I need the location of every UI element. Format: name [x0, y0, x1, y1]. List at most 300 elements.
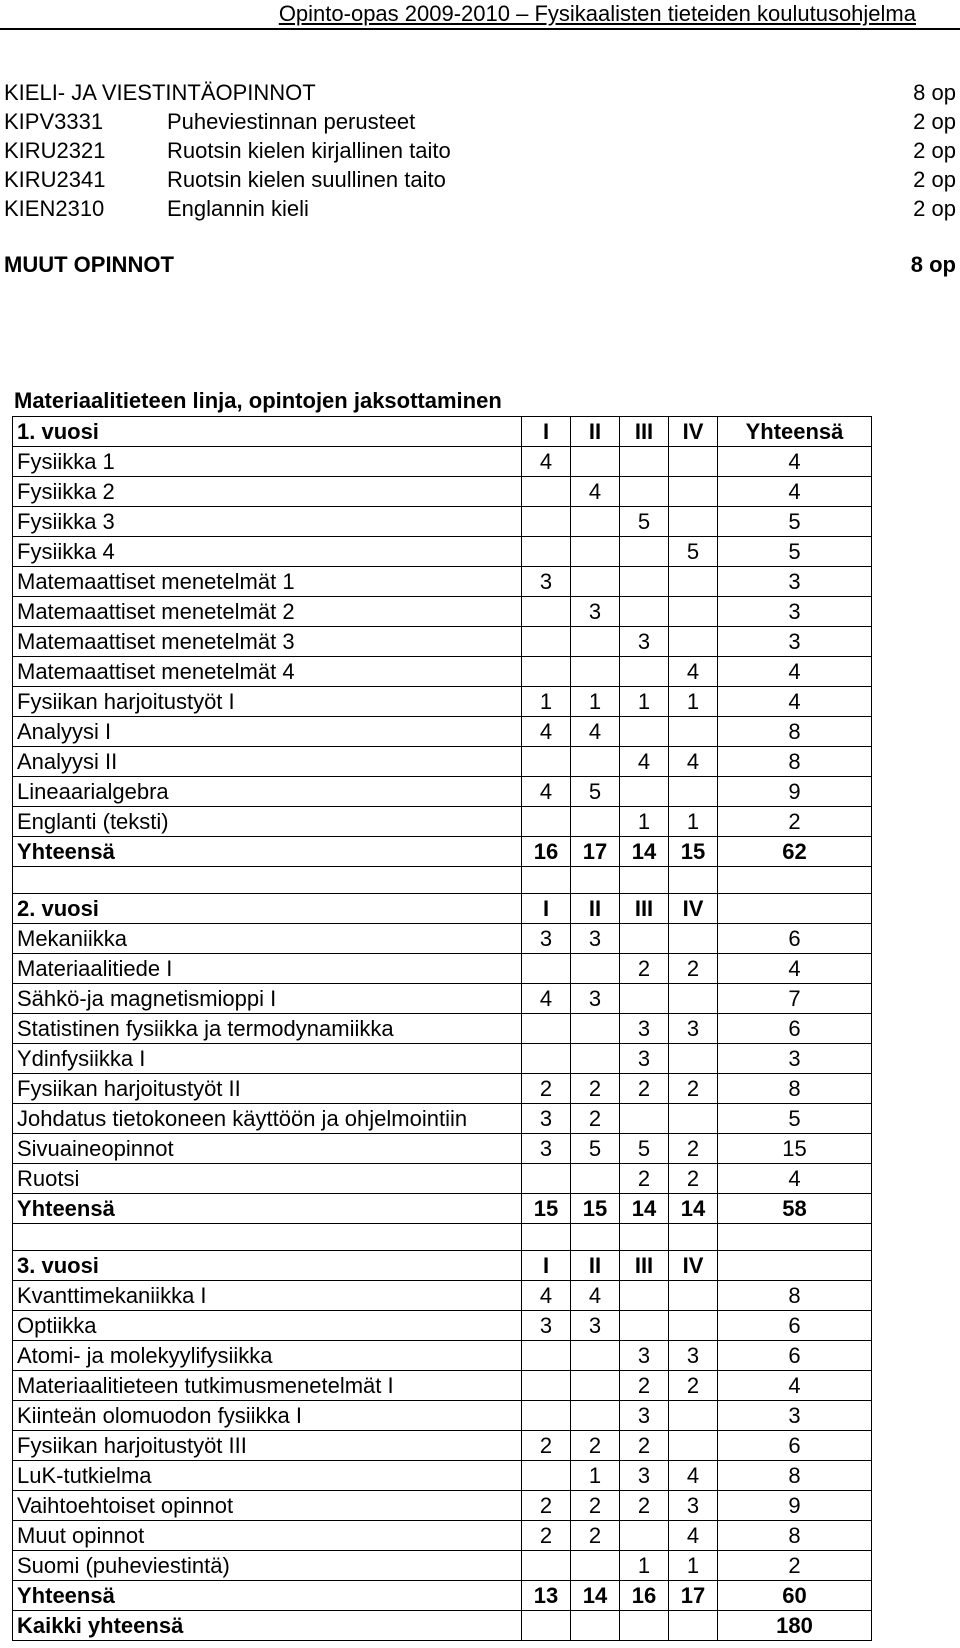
period-cell: [571, 1341, 620, 1371]
course-row: [13, 924, 872, 954]
period-cell: [571, 627, 620, 657]
total-cell: 8: [718, 1521, 872, 1551]
total-cell: 180: [718, 1611, 872, 1641]
period-cell: 4: [522, 717, 571, 747]
other-studies-credits: 8 op: [910, 252, 956, 277]
year-total-row: [13, 1194, 872, 1224]
period-cell: [669, 1401, 718, 1431]
period-cell: 3: [669, 1014, 718, 1044]
period-cell: [669, 567, 718, 597]
period-cell: 2: [522, 1074, 571, 1104]
course-row: [4, 107, 956, 136]
period-cell: [522, 1341, 571, 1371]
period-cell: 15: [522, 1194, 571, 1224]
period-cell: [522, 537, 571, 567]
course-row: [13, 1401, 872, 1431]
course-row: [13, 1491, 872, 1521]
period-cell: 2: [571, 1521, 620, 1551]
period-cell: 5: [571, 777, 620, 807]
period-cell: 4: [620, 747, 669, 777]
period-cell: 15: [571, 1194, 620, 1224]
course-row: [13, 1074, 872, 1104]
period-cell: [620, 477, 669, 507]
total-cell: 8: [718, 717, 872, 747]
period-cell: 2: [571, 1431, 620, 1461]
schedule-title: Materiaalitieteen linja, opintojen jaksottaminen: [14, 388, 502, 413]
period-cell: IV: [669, 1251, 718, 1281]
period-cell: 3: [522, 1104, 571, 1134]
empty-cell: [718, 867, 872, 894]
total-cell: 58: [718, 1194, 872, 1224]
language-studies: [4, 78, 956, 223]
row-label-cell: Matemaattiset menetelmät 2: [13, 597, 522, 627]
total-cell: 4: [718, 1164, 872, 1194]
period-cell: 16: [620, 1581, 669, 1611]
period-cell: 4: [522, 777, 571, 807]
course-row: [13, 1521, 872, 1551]
period-cell: [620, 717, 669, 747]
total-cell: 6: [718, 1431, 872, 1461]
course-row: [13, 717, 872, 747]
period-cell: 3: [620, 1461, 669, 1491]
course-row: [13, 627, 872, 657]
period-cell: [522, 1461, 571, 1491]
period-cell: [522, 1164, 571, 1194]
course-row: [13, 567, 872, 597]
total-cell: [718, 1251, 872, 1281]
period-cell: 2: [669, 954, 718, 984]
course-row: [13, 777, 872, 807]
period-cell: 2: [620, 1431, 669, 1461]
empty-cell: [522, 1224, 571, 1251]
total-cell: 15: [718, 1134, 872, 1164]
course-row: [4, 136, 956, 165]
period-cell: 2: [669, 1134, 718, 1164]
period-cell: [571, 1371, 620, 1401]
course-credits: 2 op: [913, 138, 956, 163]
period-cell: [669, 507, 718, 537]
period-cell: [522, 1371, 571, 1401]
year-header-row: [13, 894, 872, 924]
total-cell: [718, 894, 872, 924]
course-name: Ruotsin kielen suullinen taito: [167, 167, 446, 192]
period-cell: 2: [522, 1491, 571, 1521]
total-cell: 8: [718, 1461, 872, 1491]
total-cell: 9: [718, 1491, 872, 1521]
period-cell: 2: [571, 1074, 620, 1104]
course-code: KIRU2341: [4, 167, 106, 192]
other-studies-label: MUUT OPINNOT: [4, 252, 174, 277]
period-cell: [620, 1311, 669, 1341]
period-cell: [522, 1551, 571, 1581]
year-total-row: [13, 837, 872, 867]
period-cell: [522, 1014, 571, 1044]
total-cell: 6: [718, 924, 872, 954]
total-cell: 4: [718, 954, 872, 984]
period-cell: [571, 537, 620, 567]
period-cell: 14: [620, 1194, 669, 1224]
period-cell: 15: [669, 837, 718, 867]
total-cell: 4: [718, 447, 872, 477]
row-label-cell: Vaihtoehtoiset opinnot: [13, 1491, 522, 1521]
course-row: [13, 1134, 872, 1164]
period-cell: 4: [522, 1281, 571, 1311]
period-cell: 2: [620, 954, 669, 984]
row-label-cell: Yhteensä: [13, 1194, 522, 1224]
course-row: [13, 1281, 872, 1311]
period-cell: [669, 924, 718, 954]
period-cell: 13: [522, 1581, 571, 1611]
total-cell: 3: [718, 597, 872, 627]
period-cell: 4: [522, 984, 571, 1014]
period-cell: 2: [669, 1371, 718, 1401]
course-name: Englannin kieli: [167, 196, 309, 221]
period-cell: [571, 1014, 620, 1044]
period-cell: 4: [669, 657, 718, 687]
period-cell: 5: [620, 507, 669, 537]
period-cell: 4: [669, 1521, 718, 1551]
period-cell: [669, 447, 718, 477]
period-cell: [669, 717, 718, 747]
total-cell: 4: [718, 477, 872, 507]
language-studies-heading: [4, 78, 956, 107]
spacer-row: [13, 867, 872, 894]
empty-cell: [620, 867, 669, 894]
period-cell: 2: [522, 1521, 571, 1551]
row-label-cell: 3. vuosi: [13, 1251, 522, 1281]
period-cell: [522, 1611, 571, 1641]
total-cell: 8: [718, 747, 872, 777]
row-label-cell: 1. vuosi: [13, 417, 522, 447]
row-label-cell: Analyysi II: [13, 747, 522, 777]
period-cell: IV: [669, 417, 718, 447]
row-label-cell: Statistinen fysiikka ja termodynamiikka: [13, 1014, 522, 1044]
empty-cell: [669, 867, 718, 894]
period-cell: 3: [620, 1401, 669, 1431]
total-cell: 7: [718, 984, 872, 1014]
period-cell: [669, 627, 718, 657]
period-cell: 2: [571, 1491, 620, 1521]
row-label-cell: Fysiikan harjoitustyöt I: [13, 687, 522, 717]
period-cell: [620, 657, 669, 687]
period-cell: [571, 954, 620, 984]
period-cell: 4: [571, 717, 620, 747]
period-cell: 5: [620, 1134, 669, 1164]
course-credits: 2 op: [913, 167, 956, 192]
period-cell: 1: [669, 687, 718, 717]
row-label-cell: Yhteensä: [13, 1581, 522, 1611]
period-cell: 17: [571, 837, 620, 867]
period-cell: [620, 777, 669, 807]
period-cell: III: [620, 1251, 669, 1281]
course-row: [13, 807, 872, 837]
total-cell: 8: [718, 1074, 872, 1104]
total-cell: 3: [718, 1401, 872, 1431]
row-label-cell: Mekaniikka: [13, 924, 522, 954]
period-cell: 14: [620, 837, 669, 867]
period-cell: [620, 597, 669, 627]
period-cell: [669, 1311, 718, 1341]
period-cell: 3: [669, 1491, 718, 1521]
course-row: [13, 1431, 872, 1461]
course-row: [13, 1551, 872, 1581]
period-cell: [522, 657, 571, 687]
period-cell: 4: [571, 477, 620, 507]
period-cell: [620, 1104, 669, 1134]
total-cell: 3: [718, 567, 872, 597]
period-cell: 1: [620, 807, 669, 837]
grand-total-row: [13, 1611, 872, 1641]
period-cell: 3: [620, 627, 669, 657]
period-cell: [620, 567, 669, 597]
total-cell: 4: [718, 1371, 872, 1401]
empty-cell: [571, 1224, 620, 1251]
row-label-cell: Fysiikka 2: [13, 477, 522, 507]
row-label-cell: Fysiikka 1: [13, 447, 522, 477]
year-header-row: [13, 1251, 872, 1281]
other-studies-line: [4, 250, 956, 279]
period-cell: [522, 597, 571, 627]
empty-cell: [571, 867, 620, 894]
heading-credits: 8 op: [913, 80, 956, 105]
course-row: [13, 1341, 872, 1371]
period-cell: [571, 807, 620, 837]
period-cell: [571, 657, 620, 687]
course-code: KIEN2310: [4, 196, 105, 221]
row-label-cell: Lineaarialgebra: [13, 777, 522, 807]
row-label-cell: Englanti (teksti): [13, 807, 522, 837]
period-cell: 4: [669, 747, 718, 777]
period-cell: 2: [620, 1491, 669, 1521]
period-cell: 3: [522, 567, 571, 597]
period-cell: 3: [571, 1311, 620, 1341]
row-label-cell: Fysiikka 4: [13, 537, 522, 567]
period-cell: III: [620, 417, 669, 447]
row-label-cell: Optiikka: [13, 1311, 522, 1341]
total-cell: 5: [718, 1104, 872, 1134]
course-row: [13, 1044, 872, 1074]
period-cell: 2: [522, 1431, 571, 1461]
course-code: KIPV3331: [4, 109, 104, 134]
period-cell: 3: [620, 1044, 669, 1074]
course-row: [13, 447, 872, 477]
period-cell: [571, 1164, 620, 1194]
course-row: [13, 1311, 872, 1341]
period-cell: [669, 777, 718, 807]
row-label-cell: Muut opinnot: [13, 1521, 522, 1551]
period-cell: [669, 477, 718, 507]
period-cell: [571, 507, 620, 537]
heading-label: KIELI- JA VIESTINTÄOPINNOT: [4, 80, 316, 105]
period-cell: [571, 1401, 620, 1431]
row-label-cell: 2. vuosi: [13, 894, 522, 924]
course-row: [4, 194, 956, 223]
row-label-cell: Materiaalitiede I: [13, 954, 522, 984]
period-cell: [522, 747, 571, 777]
period-cell: 5: [571, 1134, 620, 1164]
empty-cell: [13, 1224, 522, 1251]
period-cell: II: [571, 894, 620, 924]
period-cell: [669, 1611, 718, 1641]
period-cell: [620, 1521, 669, 1551]
period-cell: 3: [522, 1311, 571, 1341]
period-cell: 3: [571, 924, 620, 954]
page-header: Opinto-opas 2009-2010 – Fysikaalisten tieteiden koulutusohjelma: [278, 1, 916, 26]
period-cell: [522, 507, 571, 537]
row-label-cell: Analyysi I: [13, 717, 522, 747]
period-cell: [571, 1611, 620, 1641]
row-label-cell: Fysiikan harjoitustyöt III: [13, 1431, 522, 1461]
total-cell: 60: [718, 1581, 872, 1611]
total-cell: Yhteensä: [718, 417, 872, 447]
total-cell: 9: [718, 777, 872, 807]
course-row: [13, 537, 872, 567]
period-cell: [522, 954, 571, 984]
row-label-cell: Yhteensä: [13, 837, 522, 867]
total-cell: 2: [718, 1551, 872, 1581]
period-cell: 1: [669, 807, 718, 837]
period-cell: 2: [620, 1164, 669, 1194]
row-label-cell: LuK-tutkielma: [13, 1461, 522, 1491]
period-cell: [571, 447, 620, 477]
period-cell: I: [522, 417, 571, 447]
total-cell: 62: [718, 837, 872, 867]
empty-cell: [522, 867, 571, 894]
row-label-cell: Ruotsi: [13, 1164, 522, 1194]
total-cell: 8: [718, 1281, 872, 1311]
row-label-cell: Kvanttimekaniikka I: [13, 1281, 522, 1311]
row-label-cell: Kiinteän olomuodon fysiikka I: [13, 1401, 522, 1431]
total-cell: 4: [718, 687, 872, 717]
row-label-cell: Matemaattiset menetelmät 4: [13, 657, 522, 687]
period-cell: [620, 537, 669, 567]
course-code: KIRU2321: [4, 138, 106, 163]
period-cell: 1: [620, 1551, 669, 1581]
total-cell: 6: [718, 1341, 872, 1371]
period-cell: [522, 627, 571, 657]
total-cell: 4: [718, 657, 872, 687]
period-cell: 2: [669, 1164, 718, 1194]
period-cell: [571, 747, 620, 777]
period-cell: [620, 984, 669, 1014]
total-cell: 3: [718, 627, 872, 657]
period-cell: 1: [571, 687, 620, 717]
total-cell: 2: [718, 807, 872, 837]
empty-cell: [669, 1224, 718, 1251]
course-row: [13, 1164, 872, 1194]
row-label-cell: Johdatus tietokoneen käyttöön ja ohjelmointiin: [13, 1104, 522, 1134]
period-cell: [571, 1551, 620, 1581]
course-row: [13, 1461, 872, 1491]
course-row: [4, 165, 956, 194]
course-name: Ruotsin kielen kirjallinen taito: [167, 138, 451, 163]
course-row: [13, 597, 872, 627]
period-cell: 2: [571, 1104, 620, 1134]
row-label-cell: Fysiikka 3: [13, 507, 522, 537]
row-label-cell: Sähkö-ja magnetismioppi I: [13, 984, 522, 1014]
period-cell: [669, 1104, 718, 1134]
course-row: [13, 1014, 872, 1044]
total-cell: 6: [718, 1311, 872, 1341]
year-header-row: [13, 417, 872, 447]
period-cell: [620, 1611, 669, 1641]
period-cell: [571, 567, 620, 597]
period-cell: I: [522, 1251, 571, 1281]
row-label-cell: Kaikki yhteensä: [13, 1611, 522, 1641]
period-cell: 3: [669, 1341, 718, 1371]
period-cell: 4: [522, 447, 571, 477]
period-cell: 2: [620, 1074, 669, 1104]
course-row: [13, 687, 872, 717]
period-cell: 3: [522, 924, 571, 954]
period-cell: [571, 1044, 620, 1074]
period-cell: II: [571, 1251, 620, 1281]
empty-cell: [718, 1224, 872, 1251]
period-cell: 3: [522, 1134, 571, 1164]
period-cell: 3: [571, 597, 620, 627]
period-cell: III: [620, 894, 669, 924]
period-cell: [620, 1281, 669, 1311]
period-cell: [669, 1044, 718, 1074]
period-cell: [522, 477, 571, 507]
empty-cell: [620, 1224, 669, 1251]
period-cell: I: [522, 894, 571, 924]
period-cell: 1: [669, 1551, 718, 1581]
year-total-row: [13, 1581, 872, 1611]
period-cell: 2: [669, 1074, 718, 1104]
period-cell: 17: [669, 1581, 718, 1611]
course-row: [13, 477, 872, 507]
period-cell: [669, 1281, 718, 1311]
total-cell: 6: [718, 1014, 872, 1044]
period-cell: [669, 984, 718, 1014]
period-cell: 3: [620, 1341, 669, 1371]
period-cell: 3: [620, 1014, 669, 1044]
row-label-cell: Suomi (puheviestintä): [13, 1551, 522, 1581]
period-cell: [522, 1401, 571, 1431]
period-cell: 4: [571, 1281, 620, 1311]
course-row: [13, 657, 872, 687]
course-row: [13, 1371, 872, 1401]
empty-cell: [13, 867, 522, 894]
row-label-cell: Matemaattiset menetelmät 1: [13, 567, 522, 597]
period-cell: 2: [620, 1371, 669, 1401]
period-cell: [522, 807, 571, 837]
period-cell: 3: [571, 984, 620, 1014]
row-label-cell: Matemaattiset menetelmät 3: [13, 627, 522, 657]
period-cell: 1: [522, 687, 571, 717]
course-row: [13, 984, 872, 1014]
course-credits: 2 op: [913, 109, 956, 134]
row-label-cell: Atomi- ja molekyylifysiikka: [13, 1341, 522, 1371]
spacer-row: [13, 1224, 872, 1251]
row-label-cell: Sivuaineopinnot: [13, 1134, 522, 1164]
row-label-cell: Materiaalitieteen tutkimusmenetelmät I: [13, 1371, 522, 1401]
course-row: [13, 507, 872, 537]
period-cell: IV: [669, 894, 718, 924]
period-cell: 16: [522, 837, 571, 867]
period-cell: [669, 597, 718, 627]
period-cell: 1: [571, 1461, 620, 1491]
period-cell: II: [571, 417, 620, 447]
course-row: [13, 747, 872, 777]
total-cell: 5: [718, 537, 872, 567]
total-cell: 5: [718, 507, 872, 537]
period-cell: 14: [669, 1194, 718, 1224]
header-rule: [0, 28, 960, 30]
period-cell: 5: [669, 537, 718, 567]
period-cell: [620, 447, 669, 477]
